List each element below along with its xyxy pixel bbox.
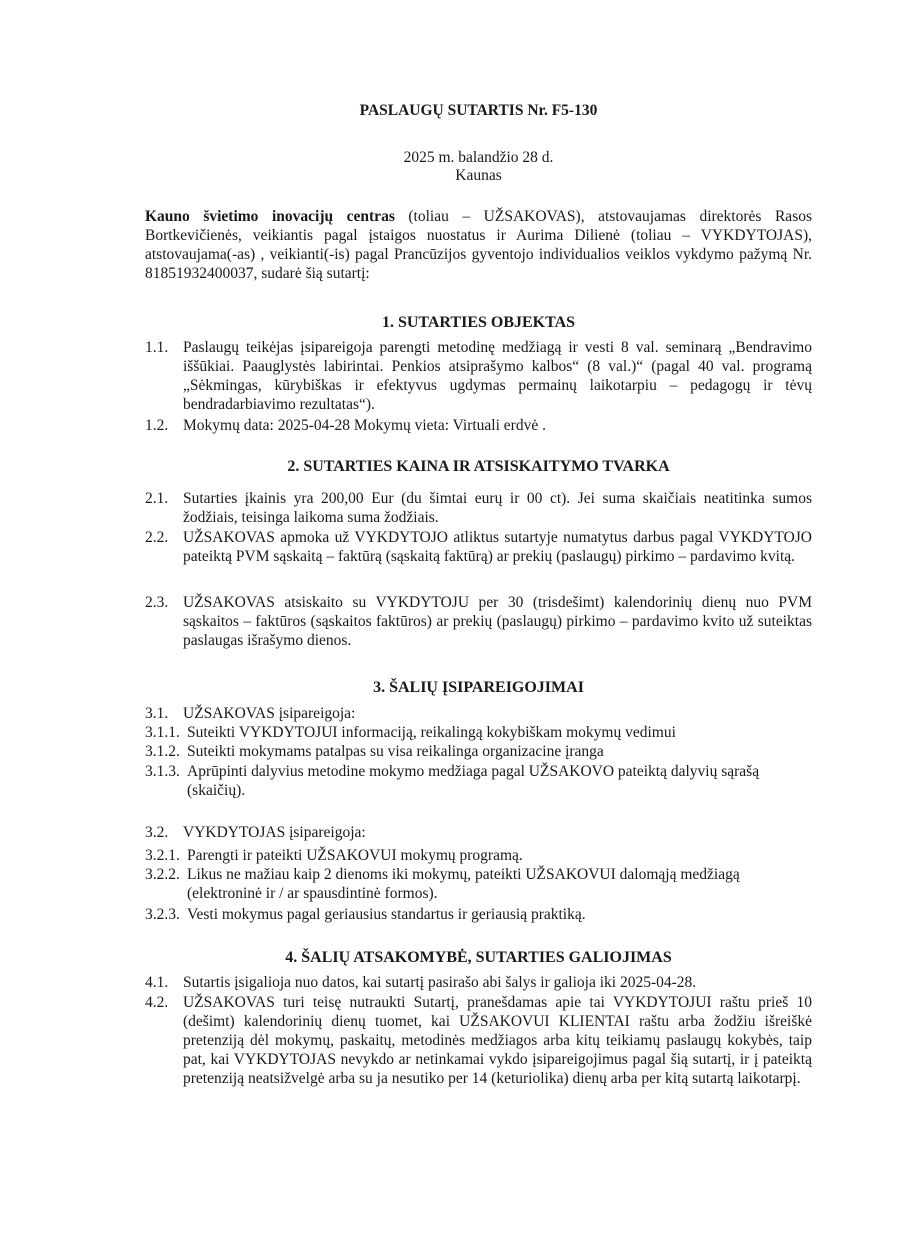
- intro-paragraph: [145, 207, 812, 283]
- clause-4-1: [145, 973, 812, 992]
- clause-number: 2.3.: [145, 594, 169, 611]
- clause-number: 4.1.: [145, 974, 169, 991]
- clause-1-2: [145, 416, 812, 435]
- clause-number: 2.2.: [145, 529, 169, 546]
- clause-text: VYKDYTOJAS įsipareigoja:: [183, 824, 366, 841]
- clause-number: 3.1.1.: [145, 724, 180, 741]
- clause-3-2: [145, 823, 812, 842]
- clause-3-1-1: [145, 723, 812, 742]
- clause-text: Sutartis įsigalioja nuo datos, kai sutartį pasirašo abi šalys ir galioja iki 2025-04-28.: [183, 974, 697, 991]
- intro-text: (toliau – UŽSAKOVAS), atstovaujamas direktorės Rasos Bortkevičienės, veikiantis pagal įstaigos nuostatus ir Aurima Dilienė (toliau – VYKDYTOJAS), atstovaujama(-as) , veikianti(-is) pagal Prancūzijos gyventojo individualios veiklos vykdymo pažymą Nr. 81851932400037, sudarė šią sutartį:: [145, 208, 813, 282]
- clause-text: Likus ne mažiau kaip 2 dienoms iki mokymų, pateikti UŽSAKOVUI dalomąją medžiagą (elektroninė ir / ar spausdintinė formos).: [187, 866, 740, 902]
- clause-number: 3.1.2.: [145, 743, 180, 760]
- section-heading: 2. SUTARTIES KAINA IR ATSISKAITYMO TVARKA: [287, 458, 670, 475]
- clause-text: UŽSAKOVAS atsiskaito su VYKDYTOJU per 30 (trisdešimt) kalendorinių dienų nuo PVM sąskaitos – faktūros (sąskaitos faktūros) ar prekių (paslaugų) pirkimo – pardavimo kvito už suteiktas paslaugas išrašymo dienos.: [183, 594, 812, 649]
- clause-text: Suteikti mokymams patalpas su visa reikalinga organizacine įranga: [187, 743, 604, 760]
- clause-number: 2.1.: [145, 490, 169, 507]
- section-heading: 3. ŠALIŲ ĮSIPAREIGOJIMAI: [373, 679, 584, 696]
- clause-number: 3.2.3.: [145, 906, 180, 923]
- clause-3-2-3: [145, 905, 812, 924]
- clause-number: 3.2.2.: [145, 866, 180, 883]
- clause-text: UŽSAKOVAS įsipareigoja:: [183, 705, 356, 722]
- contract-date: 2025 m. balandžio 28 d.: [403, 149, 554, 166]
- clause-text: Suteikti VYKDYTOJUI informaciją, reikalingą kokybiškam mokymų vedimui: [187, 724, 676, 741]
- section-heading: 4. ŠALIŲ ATSAKOMYBĖ, SUTARTIES GALIOJIMAS: [285, 949, 672, 966]
- document-title: PASLAUGŲ SUTARTIS Nr. F5-130: [359, 102, 598, 119]
- clause-1-1: [145, 338, 812, 414]
- clause-number: 3.1.3.: [145, 763, 180, 780]
- clause-3-2-1: [145, 846, 812, 865]
- clause-text: Aprūpinti dalyvius metodine mokymo medžiaga pagal UŽSAKOVO pateiktą dalyvių sąrašą (skaičių).: [187, 763, 760, 799]
- clause-number: 4.2.: [145, 994, 169, 1011]
- clause-number: 1.2.: [145, 417, 169, 434]
- clause-number: 1.1.: [145, 339, 169, 356]
- clause-number: 3.1.: [145, 705, 169, 722]
- clause-text: Paslaugų teikėjas įsipareigoja parengti metodinę medžiagą ir vesti 8 val. seminarą „Bendravimo iššūkiai. Paauglystės labirintai. Penkios atsiprašymo kalbos“ (8 val.)“ (pagal 40 val. programą „Sėkmingas, kūrybiškas ir efektyvus ugdymas permainų laikotarpiu – pedagogų ir tėvų bendradarbiavimo rezultatas“).: [183, 339, 812, 413]
- clause-text: Vesti mokymus pagal geriausius standartus ir geriausią praktiką.: [187, 906, 586, 923]
- clause-3-1-2: [145, 742, 812, 761]
- clause-2-3: [145, 593, 812, 650]
- contract-city: Kaunas: [455, 167, 502, 184]
- client-name: Kauno švietimo inovacijų centras: [145, 208, 395, 225]
- section-heading: 1. SUTARTIES OBJEKTAS: [381, 314, 576, 331]
- clause-text: Sutarties įkainis yra 200,00 Eur (du šimtai eurų ir 00 ct). Jei suma skaičiais neatitinka sumos žodžiais, teisinga laikoma suma žodžiais.: [183, 490, 812, 526]
- clause-3-1: [145, 704, 812, 723]
- clause-3-1-3: [145, 762, 785, 800]
- clause-4-2: [145, 993, 812, 1088]
- clause-text: Parengti ir pateikti UŽSAKOVUI mokymų programą.: [187, 847, 523, 864]
- clause-text: Mokymų data: 2025-04-28 Mokymų vieta: Virtuali erdvė .: [183, 417, 546, 434]
- clause-2-2: [145, 528, 812, 566]
- clause-number: 3.2.: [145, 824, 169, 841]
- clause-number: 3.2.1.: [145, 847, 180, 864]
- clause-text: UŽSAKOVAS apmoka už VYKDYTOJO atliktus sutartyje numatytus darbus pagal VYKDYTOJO pateiktą PVM sąskaitą – faktūrą (sąskaitą faktūrą) ar prekių (paslaugų) pirkimo – pardavimo kvitą.: [183, 529, 812, 565]
- clause-2-1: [145, 489, 812, 527]
- clause-3-2-2: [145, 865, 815, 903]
- clause-text: UŽSAKOVAS turi teisę nutraukti Sutartį, pranešdamas apie tai VYKDYTOJUI raštu prieš 10 (dešimt) kalendorinių dienų tuomet, kai UŽSAKOVUI KLIENTAI raštu arba žodžiu išreiškė pretenziją dėl mokymų, paskaitų, metodinės medžiagos arba kitų teikiamų paslaugų kokybės, taip pat, kai VYKDYTOJAS nevykdo ar netinkamai vykdo įsipareigojimus pagal šią sutartį, ir į pateiktą pretenziją neatsižvelgė arba su ja nesutiko per 14 (keturiolika) dienų arba per kitą sutartą laikotarpį.: [183, 994, 812, 1087]
